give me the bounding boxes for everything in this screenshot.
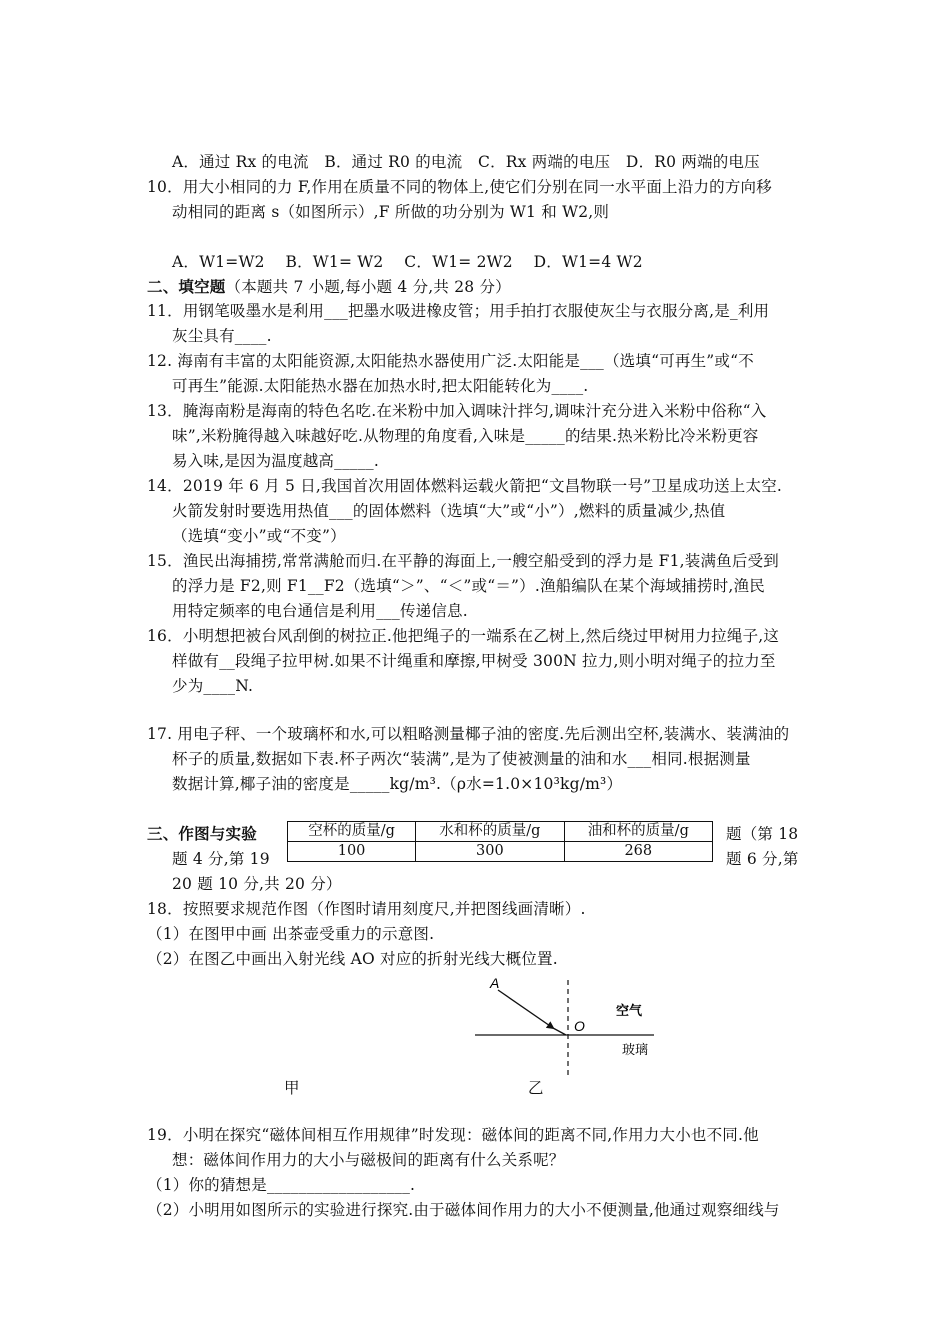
q12-line2: 可再生”能源.太阳能热水器在加热水时,把太阳能转化为____. [172,377,589,395]
q18-sub2: （2）在图乙中画出入射光线 AO 对应的折射光线大概位置. [147,950,558,968]
q12-line1: 12. 海南有丰富的太阳能资源,太阳能热水器使用广泛.太阳能是___（选填“可再生”或“不 [147,352,754,370]
figure-caption-yi: 乙 [528,1079,544,1097]
table-header-water-cup: 水和杯的质量/g [416,822,564,842]
section2-title: 二、填空题 [147,277,226,296]
q18-line1: 18．按照要求规范作图（作图时请用刻度尺,并把图线画清晰）. [147,900,586,918]
q10-line2: 动相同的距离 s（如图所示）,F 所做的功分别为 W1 和 W2,则 [172,203,610,221]
section2-note: （本题共 7 小题,每小题 4 分,共 28 分） [225,278,511,296]
point-a-label: A [490,975,500,991]
q17-line2: 杯子的质量,数据如下表.杯子两次“装满”,是为了使被测量的油和水___相同.根据测量 [172,750,751,768]
section3-line3: 20 题 10 分,共 20 分） [172,875,342,893]
q14-line2: 火箭发射时要选用热值___的固体燃料（选填“大”或“小”）,燃料的质量减少,热值 [172,502,726,520]
table-row [288,822,713,842]
section3-right2: 题 6 分,第 [726,850,799,868]
table-cell-empty-cup: 100 [288,842,416,862]
section3-title: 三、作图与实验 [147,824,257,843]
q19-line2: 想：磁体间作用力的大小与磁极间的距离有什么关系呢？ [172,1151,565,1169]
table-row [288,842,713,862]
q16-line1: 16．小明想把被台风刮倒的树拉正.他把绳子的一端系在乙树上,然后绕过甲树用力拉绳子,这 [147,627,780,645]
q14-line1: 14．2019 年 6 月 5 日,我国首次用固体燃料运载火箭把“文昌物联一号”卫星成功送上太空. [147,477,783,495]
q16-line2: 样做有__段绳子拉甲树.如果不计绳重和摩擦,甲树受 300N 拉力,则小明对绳子的拉力至 [172,652,776,670]
q13-line2: 味”,米粉腌得越入味越好吃.从物理的角度看,入味是_____的结果.热米粉比冷米粉更容 [172,427,759,445]
q15-line3: 用特定频率的电台通信是利用___传递信息. [172,602,468,620]
q14-line3: （选填“变小”或“不变”） [172,527,346,545]
q13-line1: 13．腌海南粉是海南的特色名吃.在米粉中加入调味汁拌匀,调味汁充分进入米粉中俗称“入 [147,402,767,420]
q18-sub1: （1）在图甲中画 出茶壶受重力的示意图. [147,925,435,943]
glass-label: 玻璃 [622,1043,649,1058]
section3-left2: 题 4 分,第 19 [172,850,270,868]
section3-right1: 题（第 18 [726,825,799,843]
q17-line3: 数据计算,椰子油的密度是_____kg/m³.（ρ水=1.0×10³kg/m³） [172,775,623,793]
q16-line3: 少为____N. [172,677,254,695]
q19-sub2: （2）小明用如图所示的实验进行探究.由于磁体间作用力的大小不便测量,他通过观察细线与 [147,1201,780,1219]
incident-ray-end [553,1028,566,1035]
q10-options: A．W1=W2 B．W1= W2 C．W1= 2W2 D．W1=4 W2 [172,253,643,271]
q17-line1: 17. 用电子秤、一个玻璃杯和水,可以粗略测量椰子油的密度.先后测出空杯,装满水、装满油的 [147,725,790,743]
refraction-diagram [470,972,670,1082]
table-header-oil-cup: 油和杯的质量/g [564,822,712,842]
q10-line1: 10．用大小相同的力 F,作用在质量不同的物体上,使它们分别在同一水平面上沿力的方向移 [147,178,772,196]
figure-caption-jia: 甲 [284,1079,300,1097]
point-o-label: O [574,1018,585,1034]
incident-ray [498,990,553,1028]
table-cell-oil-cup: 268 [564,842,712,862]
mass-table [287,821,713,862]
q11-line2: 灰尘具有____. [172,327,272,345]
air-label: 空气 [616,1004,643,1019]
table-cell-water-cup: 300 [416,842,564,862]
q15-line2: 的浮力是 F2,则 F1__F2（选填“＞”、“＜”或“＝”）.渔船编队在某个海域捕捞时,渔民 [172,577,765,595]
q13-line3: 易入味,是因为温度越高_____. [172,452,380,470]
q9-options: A．通过 Rx 的电流 B．通过 R0 的电流 C．Rx 两端的电压 D．R0 两端的电压 [172,153,760,171]
q15-line1: 15．渔民出海捕捞,常常满舱而归.在平静的海面上,一艘空船受到的浮力是 F1,装满鱼后受到 [147,552,779,570]
section2-heading [147,275,511,299]
q11-line1: 11．用钢笔吸墨水是利用___把墨水吸进橡皮管；用手拍打衣服使灰尘与衣服分离,是_利用 [147,302,770,320]
q19-line1: 19．小明在探究“磁体间相互作用规律”时发现：磁体间的距离不同,作用力大小也不同.他 [147,1126,759,1144]
q19-sub1: （1）你的猜想是__________________. [147,1176,416,1194]
table-header-empty-cup: 空杯的质量/g [288,822,416,842]
